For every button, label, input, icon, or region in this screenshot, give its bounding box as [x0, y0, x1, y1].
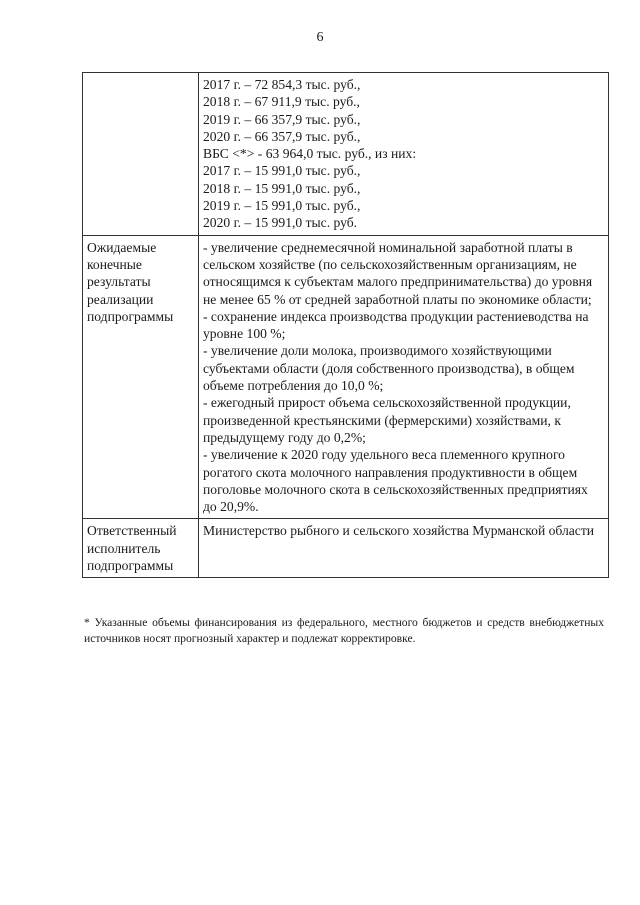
page-number: 6: [316, 30, 324, 45]
expected-result-item: - сохранение индекса производства продукции растениеводства на уровне 100 %;: [203, 308, 589, 342]
table-row-expected-results: [83, 235, 609, 519]
expected-result-item: - увеличение среднемесячной номинальной заработной платы в сельском хозяйстве (по сельскохозяйственным организациям, не относящимся к субъектам малого предпринимательства) до уровня не менее 65 % от средней заработной платы по экономике области;: [203, 239, 593, 307]
table-row-responsible: [83, 519, 609, 578]
funding-line: 2019 г. – 66 357,9 тыс. руб.,: [203, 111, 361, 127]
funding-line: 2018 г. – 15 991,0 тыс. руб.,: [203, 180, 361, 196]
row-label-funding: [83, 73, 199, 236]
funding-line: 2017 г. – 72 854,3 тыс. руб.,: [203, 77, 361, 92]
row-value-funding: [199, 73, 609, 236]
subprogram-passport-table: [82, 72, 609, 578]
funding-line: 2017 г. – 15 991,0 тыс. руб.,: [203, 163, 361, 179]
row-label-responsible: Ответственный исполнитель подпрограммы: [83, 519, 199, 578]
table-row-funding: [83, 73, 609, 236]
expected-result-item: - увеличение доли молока, производимого хозяйствующими субъектами области (доля собственного производства), в общем объеме потребления до 10,0 %;: [203, 343, 575, 394]
funding-line: 2020 г. – 15 991,0 тыс. руб.: [203, 215, 358, 231]
row-value-responsible: [199, 519, 609, 578]
funding-line: 2019 г. – 15 991,0 тыс. руб.,: [203, 198, 361, 214]
expected-result-item: - увеличение к 2020 году удельного веса племенного крупного рогатого скота молочного направления продуктивности в общем поголовье молочного скота в сельскохозяйственных предприятиях до 20,9%.: [203, 447, 588, 515]
funding-line: 2018 г. – 67 911,9 тыс. руб.,: [203, 94, 360, 110]
row-value-expected-results: [199, 235, 609, 519]
responsible-executor-text: Министерство рыбного и сельского хозяйства Мурманской области: [203, 523, 595, 539]
funding-line: 2020 г. – 66 357,9 тыс. руб.,: [203, 128, 361, 144]
footnote: * Указанные объемы финансирования из федерального, местного бюджетов и средств внебюджетных источников носят прогнозный характер и подлежат корректировке.: [84, 616, 604, 645]
expected-result-item: - ежегодный прирост объема сельскохозяйственной продукции, произведенной крестьянскими (фермерскими) хозяйствами, к предыдущему году до 0,2%;: [203, 395, 571, 445]
funding-line: ВБС <*> - 63 964,0 тыс. руб., из них:: [203, 146, 417, 162]
row-label-expected-results: Ожидаемые конечные результаты реализации подпрограммы: [83, 235, 199, 519]
